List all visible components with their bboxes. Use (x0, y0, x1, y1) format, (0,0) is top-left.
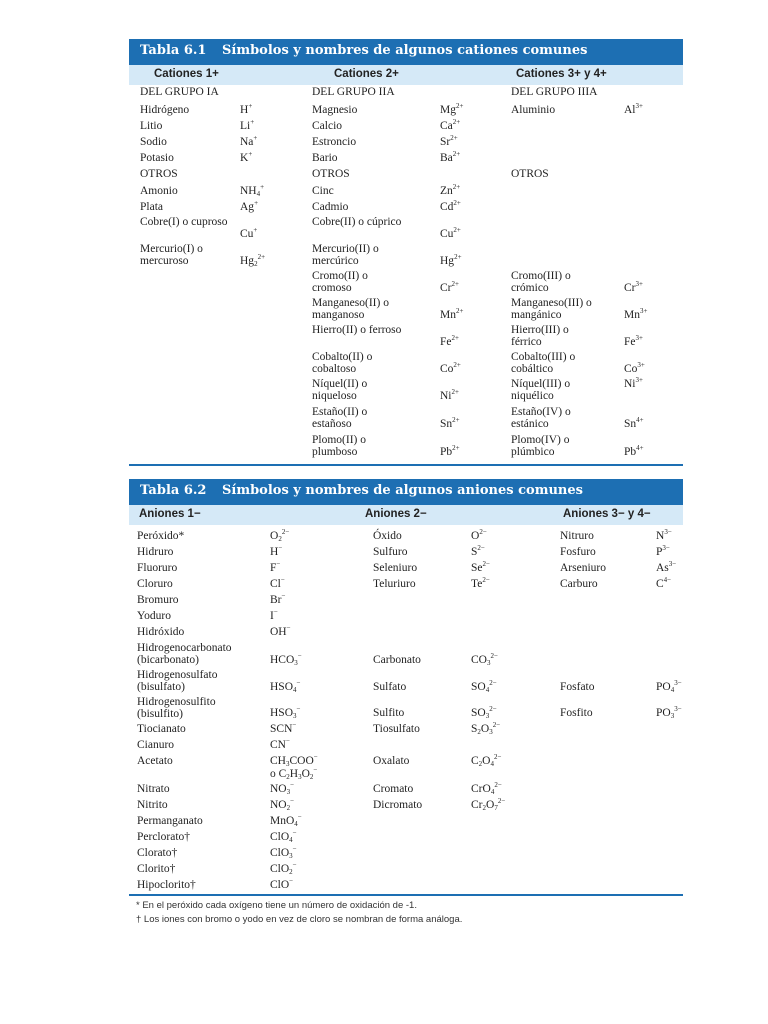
ion-symbol: Li+ (240, 118, 255, 132)
ion-name: Dicromato (373, 799, 423, 811)
ion-symbol: MnO$_4$− (270, 813, 302, 828)
ion-name: Tiocianato (137, 723, 186, 735)
ion-name: Peróxido* (137, 530, 185, 542)
ion-name: Tiosulfato (373, 723, 420, 735)
table-cations-header (129, 65, 683, 85)
ion-name: Bario (312, 152, 338, 164)
ion-symbol: $As^{3-}$ (656, 560, 677, 574)
ion-symbol: H+ (240, 102, 253, 116)
ion-name: Estaño(II) o estañoso (312, 406, 368, 430)
ion-name: Fluoruro (137, 562, 178, 574)
ion-name: Aluminio (511, 104, 556, 116)
ion-name: Manganeso(II) o manganoso (312, 297, 389, 321)
table-cations-bottom-rule (129, 464, 683, 466)
ion-name: Hidruro (137, 546, 174, 558)
group-heading: OTROS (511, 168, 549, 180)
ion-name: Acetato (137, 755, 173, 767)
ion-symbol: $Co^{3+}$ (624, 361, 645, 375)
ion-symbol: $N^{3-}$ (656, 528, 672, 542)
ion-name: Sulfuro (373, 546, 408, 558)
table-title: Símbolos y nombres de algunos aniones comunes (222, 483, 583, 498)
ion-name: Manganeso(III) o mangánico (511, 297, 592, 321)
ion-name: Perclorato† (137, 831, 191, 843)
footnote: † Los iones con bromo o yodo en vez de cloro se nombran de forma análoga. (136, 914, 463, 925)
ion-symbol: $SO_4^{2-}$ (471, 679, 497, 694)
ion-name: Teluriuro (373, 578, 416, 590)
ion-name: Cromo(II) o cromoso (312, 270, 368, 294)
ion-name: Arseniuro (560, 562, 606, 574)
table-anions (129, 479, 683, 525)
ion-symbol: $Hg_2^{2+}$ (240, 253, 266, 268)
ion-symbol: $HSO_4^-$ (270, 679, 301, 694)
ion-name: Yoduro (137, 610, 171, 622)
group-heading: DEL GRUPO IA (140, 86, 219, 98)
ion-name: Sodio (140, 136, 167, 148)
ion-name: Estaño(IV) o estánico (511, 406, 571, 430)
table-anions-bottom-rule (129, 894, 683, 896)
ion-name: Plomo(II) o plumboso (312, 434, 366, 458)
ion-symbol: $C_2O_4^{2-}$ (471, 753, 502, 768)
ion-name: Níquel(III) o niquélico (511, 378, 571, 402)
ion-name: Cadmio (312, 201, 349, 213)
ion-symbol: CrO$_4^{2-}$ (471, 781, 502, 796)
ion-name: Clorato† (137, 847, 178, 859)
ion-name: Potasio (140, 152, 174, 164)
ion-name: Oxalato (373, 755, 410, 767)
ion-symbol: H− (270, 544, 283, 558)
ion-name: Mercurio(II) o mercúrico (312, 243, 379, 267)
ion-name: Hidrogenosulfato (bisulfato) (137, 669, 218, 693)
ion-name: Nitruro (560, 530, 594, 542)
ion-symbol: CN− (270, 737, 290, 751)
ion-name: Hidrogenosulfito (bisulfito) (137, 696, 216, 720)
ion-symbol: Ag+ (240, 199, 259, 213)
group-heading: DEL GRUPO IIA (312, 86, 395, 98)
ion-name: Hidrógeno (140, 104, 190, 116)
ion-name: Sulfato (373, 681, 407, 693)
ion-symbol: $Pb^{4+}$ (624, 444, 644, 458)
ion-name: Cromato (373, 783, 414, 795)
ion-symbol: $S_2O_3^{2-}$ (471, 721, 501, 736)
group-heading: OTROS (312, 168, 350, 180)
ion-symbol: $Sr^{2+}$ (440, 134, 458, 148)
table-number: Tabla 6.2 (140, 483, 207, 498)
ion-symbol: OH− (270, 624, 291, 638)
ion-name: Plomo(IV) o plúmbico (511, 434, 570, 458)
footnote: * En el peróxido cada oxígeno tiene un número de oxidación de -1. (136, 900, 417, 911)
ion-name: Bromuro (137, 594, 179, 606)
ion-symbol: $Ca^{2+}$ (440, 118, 461, 132)
ion-symbol: $Mn^{2+}$ (440, 307, 464, 321)
ion-name: Seleniuro (373, 562, 418, 574)
ion-symbol: ClO$_2$− (270, 861, 297, 876)
group-heading: OTROS (140, 168, 178, 180)
ion-symbol: $Ni^{2+}$ (440, 388, 459, 402)
ion-name: Mercurio(I) o mercuroso (140, 243, 203, 267)
ion-symbol: ClO$_3$− (270, 845, 297, 860)
ion-name: Hidrogenocarbonato (bicarbonato) (137, 642, 232, 666)
ion-name: Óxido (373, 530, 402, 542)
table-anions-title-bar (129, 479, 683, 505)
ion-name: Cromo(III) o crómico (511, 270, 571, 294)
ion-symbol: $Ba^{2+}$ (440, 150, 461, 164)
ion-symbol: $Cu^{2+}$ (440, 226, 461, 240)
ion-name: Cianuro (137, 739, 175, 751)
table-cations (129, 39, 683, 85)
column-header: Aniones 1− (139, 508, 201, 520)
table-number: Tabla 6.1 (140, 43, 207, 58)
ion-symbol: $Mg^{2+}$ (440, 102, 464, 116)
ion-symbol: $NH_4^+$ (240, 183, 265, 198)
ion-name: Clorito† (137, 863, 176, 875)
ion-name: Fosfito (560, 707, 593, 719)
ion-symbol: $CH_3COO^-$ o $C_2H_3O_2^-$ (270, 753, 318, 781)
ion-symbol: $Cd^{2+}$ (440, 199, 461, 213)
ion-name: Cobalto(II) o cobaltoso (312, 351, 373, 375)
ion-symbol: Na+ (240, 134, 258, 148)
table-anions-header (129, 505, 683, 525)
ion-symbol: K+ (240, 150, 253, 164)
ion-symbol: $HCO_3^-$ (270, 652, 302, 667)
column-header: Aniones 2− (365, 508, 427, 520)
ion-symbol: $P^{3-}$ (656, 544, 670, 558)
ion-symbol: ClO− (270, 877, 294, 891)
ion-symbol: $O^{2-}$ (471, 528, 487, 542)
ion-symbol: $Sn^{2+}$ (440, 416, 460, 430)
ion-name: Permanganato (137, 815, 203, 827)
ion-symbol: Cu+ (240, 226, 258, 240)
ion-symbol: $C^{4-}$ (656, 576, 672, 590)
ion-name: Carburo (560, 578, 598, 590)
ion-symbol: $Cr^{3+}$ (624, 280, 643, 294)
ion-name: Hipoclorito† (137, 879, 196, 891)
ion-name: Cloruro (137, 578, 173, 590)
ion-name: Cobre(II) o cúprico (312, 216, 402, 228)
ion-symbol: Cl− (270, 576, 285, 590)
ion-symbol: $Pb^{2+}$ (440, 444, 460, 458)
ion-name: Fosfato (560, 681, 595, 693)
ion-symbol: $Mn^{3+}$ (624, 307, 648, 321)
ion-name: Hierro(III) o férrico (511, 324, 569, 348)
ion-symbol: $PO_3^{3-}$ (656, 705, 682, 720)
ion-symbol: $NO_2^-$ (270, 797, 295, 812)
ion-symbol: $S^{2-}$ (471, 544, 485, 558)
ion-symbol: I− (270, 608, 278, 622)
table-cations-title-bar (129, 39, 683, 65)
ion-name: Litio (140, 120, 163, 132)
ion-name: Nitrito (137, 799, 168, 811)
ion-name: Hierro(II) o ferroso (312, 324, 402, 336)
ion-symbol: $Sn^{4+}$ (624, 416, 644, 430)
group-heading: DEL GRUPO IIIA (511, 86, 598, 98)
ion-name: Sulfito (373, 707, 405, 719)
ion-name: Carbonato (373, 654, 421, 666)
ion-name: Hidróxido (137, 626, 185, 638)
ion-symbol: $Al^{3+}$ (624, 102, 643, 116)
ion-name: Amonio (140, 185, 178, 197)
ion-symbol: $PO_4^{3-}$ (656, 679, 682, 694)
ion-name: Magnesio (312, 104, 358, 116)
ion-name: Estroncio (312, 136, 357, 148)
ion-symbol: $Ni^{3+}$ (624, 376, 643, 390)
ion-name: Cinc (312, 185, 334, 197)
ion-name: Níquel(II) o niqueloso (312, 378, 368, 402)
ion-symbol: $SO_3^{2-}$ (471, 705, 497, 720)
ion-symbol: $Zn^{2+}$ (440, 183, 461, 197)
ion-symbol: Br− (270, 592, 286, 606)
ion-symbol: $Cr_2O_7^{2-}$ (471, 797, 506, 812)
ion-symbol: $Se^{2-}$ (471, 560, 490, 574)
ion-symbol: $CO_3^{2-}$ (471, 652, 498, 667)
ion-symbol: SCN− (270, 721, 297, 735)
ion-symbol: $HSO_3^-$ (270, 705, 301, 720)
ion-name: Cobre(I) o cuproso (140, 216, 228, 228)
ion-name: Nitrato (137, 783, 170, 795)
ion-symbol: ClO$_4$− (270, 829, 297, 844)
ion-symbol: F− (270, 560, 281, 574)
ion-symbol: $Fe^{2+}$ (440, 334, 459, 348)
ion-symbol: $O_2^{2-}$ (270, 528, 290, 543)
ion-name: Plata (140, 201, 163, 213)
ion-symbol: $NO_3^-$ (270, 781, 295, 796)
ion-name: Cobalto(III) o cobáltico (511, 351, 576, 375)
ion-symbol: $Fe^{3+}$ (624, 334, 643, 348)
table-title: Símbolos y nombres de algunos cationes comunes (222, 43, 588, 58)
ion-name: Fosfuro (560, 546, 596, 558)
ion-symbol: $Hg^{2+}$ (440, 253, 462, 267)
column-header: Cationes 3+ y 4+ (516, 68, 607, 80)
column-header: Aniones 3− y 4− (563, 508, 651, 520)
ion-symbol: $Co^{2+}$ (440, 361, 461, 375)
column-header: Cationes 1+ (154, 68, 219, 80)
ion-symbol: $Te^{2-}$ (471, 576, 490, 590)
ion-symbol: $Cr^{2+}$ (440, 280, 459, 294)
ion-name: Calcio (312, 120, 343, 132)
column-header: Cationes 2+ (334, 68, 399, 80)
